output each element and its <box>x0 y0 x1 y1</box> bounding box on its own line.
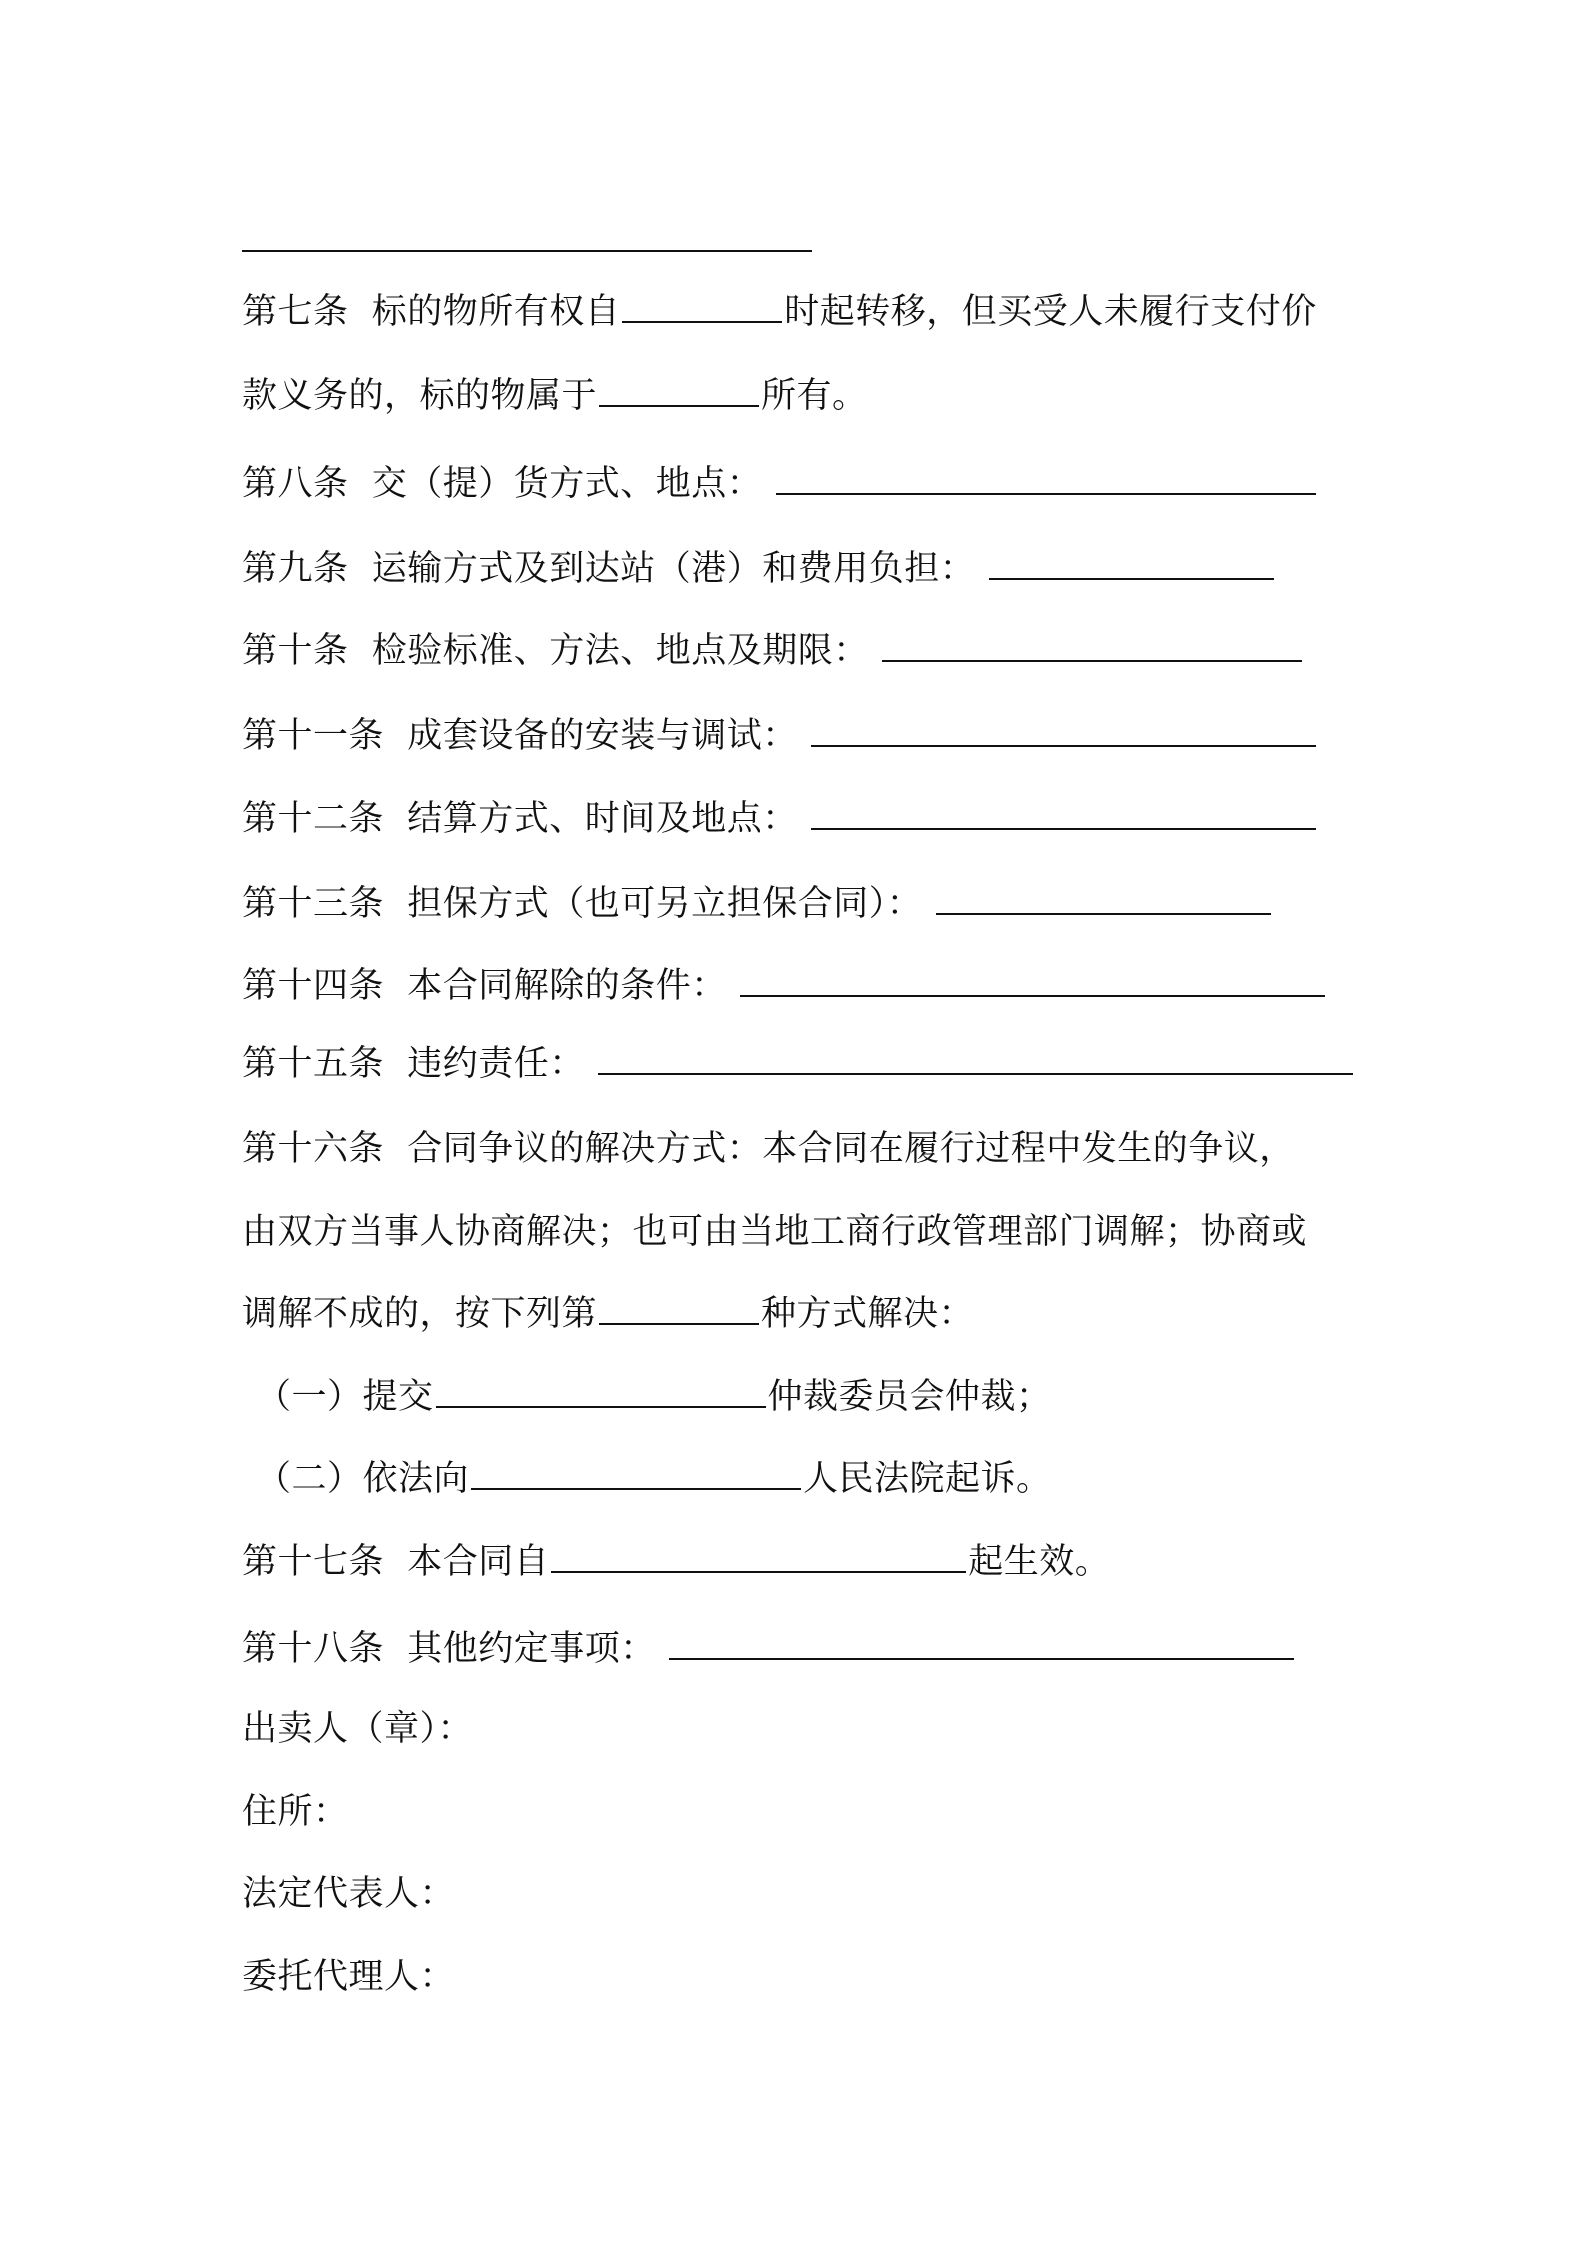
article-16-line-1: 第十六条 合同争议的解决方式：本合同在履行过程中发生的争议， <box>242 1129 1295 1169</box>
top-blank-line <box>242 250 812 252</box>
termination-blank[interactable] <box>740 965 1325 997</box>
effective-date-blank[interactable] <box>551 1541 966 1573</box>
installation-blank[interactable] <box>811 715 1316 747</box>
article-14: 第十四条 本合同解除的条件： <box>242 962 1327 1010</box>
delivery-method-blank[interactable] <box>776 463 1316 495</box>
article-7-line-2: 款义务的，标的物属于 所有。 <box>242 376 868 416</box>
arbitration-commission-blank[interactable] <box>436 1376 766 1408</box>
transport-method-blank[interactable] <box>989 548 1274 580</box>
article-18: 第十八条 其他约定事项： <box>242 1625 1296 1673</box>
ownership-holder-blank[interactable] <box>599 375 759 407</box>
seller-agent-label: 委托代理人： <box>242 1957 456 1997</box>
article-16-option-2: （二）依法向 人民法院起诉。 <box>256 1459 1052 1499</box>
guarantee-blank[interactable] <box>936 883 1271 915</box>
seller-name-label: 出卖人（章）： <box>242 1709 474 1749</box>
other-matters-blank[interactable] <box>669 1628 1294 1660</box>
article-17: 第十七条 本合同自 起生效。 <box>242 1542 1111 1582</box>
breach-liability-blank[interactable] <box>598 1043 1353 1075</box>
settlement-blank[interactable] <box>811 798 1316 830</box>
article-11: 第十一条 成套设备的安装与调试： <box>242 712 1318 760</box>
article-9: 第九条 运输方式及到达站（港）和费用负担： <box>242 545 1276 593</box>
article-16-option-1: （一）提交 仲裁委员会仲裁； <box>256 1377 1052 1417</box>
article-7-label: 第七条 <box>242 292 349 332</box>
dispute-option-blank[interactable] <box>599 1293 759 1325</box>
article-7-line-1: 第七条 标的物所有权自 时起转移，但买受人未履行支付价 <box>242 292 1317 332</box>
article-13: 第十三条 担保方式（也可另立担保合同）： <box>242 880 1273 928</box>
seller-legal-rep-label: 法定代表人： <box>242 1874 456 1914</box>
ownership-transfer-blank[interactable] <box>622 291 782 323</box>
article-8: 第八条 交（提）货方式、地点： <box>242 460 1318 508</box>
court-blank[interactable] <box>471 1458 801 1490</box>
seller-address-label: 住所： <box>242 1792 349 1832</box>
article-15: 第十五条 违约责任： <box>242 1040 1355 1088</box>
article-10: 第十条 检验标准、方法、地点及期限： <box>242 627 1304 675</box>
article-16-line-2: 由双方当事人协商解决；也可由当地工商行政管理部门调解；协商或 <box>242 1212 1308 1252</box>
inspection-standard-blank[interactable] <box>882 630 1302 662</box>
article-12: 第十二条 结算方式、时间及地点： <box>242 795 1318 843</box>
article-16-line-3: 调解不成的，按下列第 种方式解决： <box>242 1294 975 1334</box>
